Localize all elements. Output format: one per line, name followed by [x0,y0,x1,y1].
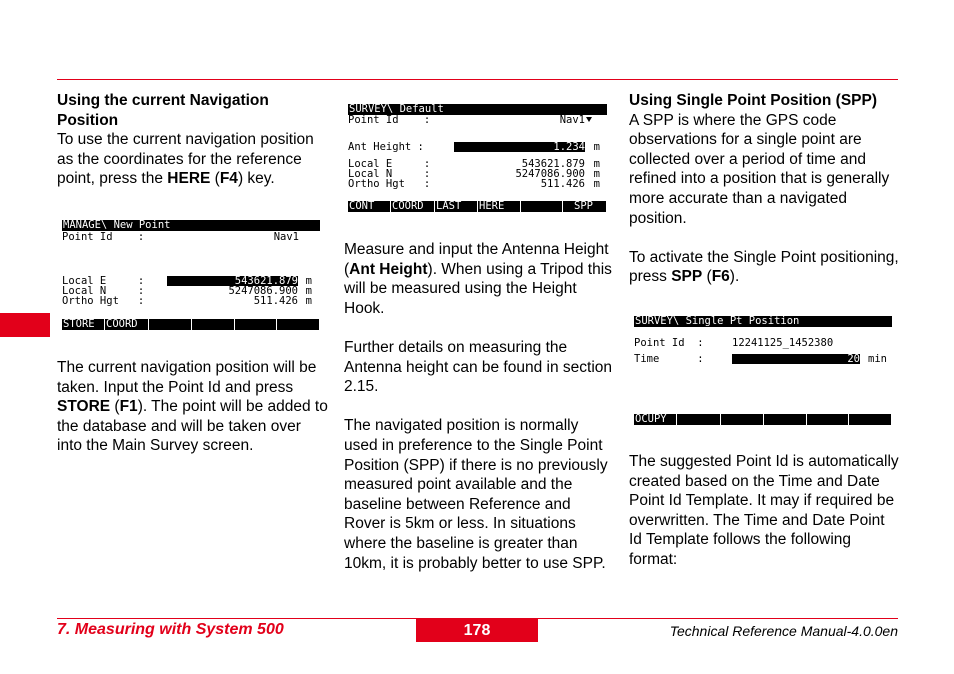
local-n-value: 5247086.900 [228,285,298,297]
screen-single-pt-position [634,316,892,428]
softkey-coord[interactable]: COORD [392,200,424,212]
ortho-hgt-label: Ortho Hgt : [62,295,145,307]
spp-definition-paragraph: A SPP is where the GPS code observations for a single point are collected over a period of time and refined into a position that is generally more accurate than a navigated position. [629,111,890,227]
softkey-cont[interactable]: CONT [349,200,375,212]
time-value[interactable]: 20 [732,354,860,364]
screen-survey-default [348,104,608,214]
ant-height-label: Ant Height : [348,141,424,153]
chevron-down-icon [586,117,592,122]
point-id-label: Point Id : [634,337,704,349]
softkey-coord[interactable]: COORD [106,318,138,330]
softkey-store[interactable]: STORE [63,318,95,330]
local-e-value: 543621.879 [521,158,585,170]
local-e-unit: m [593,158,600,170]
screen-title-bar: MANAGE\ New Point [62,220,320,231]
local-e-value[interactable]: 543621.879 [167,276,298,286]
local-n-label: Local N : [348,168,431,180]
local-n-unit: m [305,285,312,297]
footer-manual-name: Technical Reference Manual-4.0.0en [669,623,898,639]
local-e-label: Local E : [348,158,431,170]
left-intro-paragraph: To use the current navigation position as the coordinates for the reference point, press the HERE (F4) key. [57,131,314,188]
ortho-hgt-unit: m [593,178,600,190]
point-id-value[interactable]: 12241125_1452380 [732,337,834,349]
time-label: Time : [634,353,704,365]
ant-height-value[interactable]: 1.234 [454,142,585,152]
ant-height-unit: m [593,141,600,153]
navigated-position-paragraph: The navigated position is normally used in preference to the Single Point Position (SPP) if there is no previously measured point available and the baseline between Reference and Rover is 5km or less. In situations where the baseline is greater than 10km, it is probably better to use SPP. [344,417,608,572]
point-id-label: Point Id : [62,231,145,243]
softkey-ocupy[interactable]: OCUPY [635,413,667,425]
middle-column [344,240,614,573]
antenna-details-paragraph: Further details on measuring the Antenna height can be found in section 2.15. [344,338,613,396]
ortho-hgt-unit: m [305,295,312,307]
left-intro [57,91,327,189]
right-column-top [629,91,901,287]
footer-chapter-title: 7. Measuring with System 500 [57,621,284,638]
ortho-hgt-value: 511.426 [253,295,298,307]
ortho-hgt-value: 511.426 [540,178,585,190]
antenna-height-paragraph: Measure and input the Antenna Height (Ant Height). When using a Tripod this will be measured using the Height Hook. [344,241,612,317]
softkey-bar [348,201,606,212]
spp-activate-paragraph: To activate the Single Point positioning, press SPP (F6). [629,248,899,286]
section-heading-spp: Using Single Point Position (SPP) [629,92,878,109]
local-n-label: Local N : [62,285,145,297]
point-id-value: Nav1 [559,114,585,126]
screen-manage-new-point [62,220,320,330]
softkey-last[interactable]: LAST [436,200,462,212]
chapter-side-tab [0,313,50,337]
section-heading-navigation: Using the current Navigation Position [57,92,269,129]
softkey-spp[interactable]: SPP [574,200,593,212]
header-rule [57,79,898,80]
screen-title-bar: SURVEY\ Default [348,104,607,115]
local-e-unit: m [305,275,312,287]
local-e-label: Local E : [62,275,145,287]
left-body-paragraph: The current navigation position will be taken. Input the Point Id and press STORE (F1). The point will be added to the database and will be taken over into the Main Survey screen. [57,359,328,455]
ortho-hgt-label: Ortho Hgt : [348,178,431,190]
time-unit: min [868,353,887,365]
softkey-bar [62,319,319,330]
softkey-bar [634,414,891,425]
point-id-dropdown[interactable] [560,115,592,125]
screen-title-bar: SURVEY\ Single Pt Position [634,316,892,327]
local-n-unit: m [593,168,600,180]
page-number: 178 [416,619,538,642]
point-id-value: Nav1 [273,231,299,243]
point-id-template-paragraph: The suggested Point Id is automatically created based on the Time and Date Point Id Template. It may if required be overwritten. The Time and Date Point Id Template follows the following format: [629,453,899,568]
local-n-value: 5247086.900 [515,168,585,180]
point-id-label: Point Id : [348,114,431,126]
softkey-here[interactable]: HERE [479,200,505,212]
